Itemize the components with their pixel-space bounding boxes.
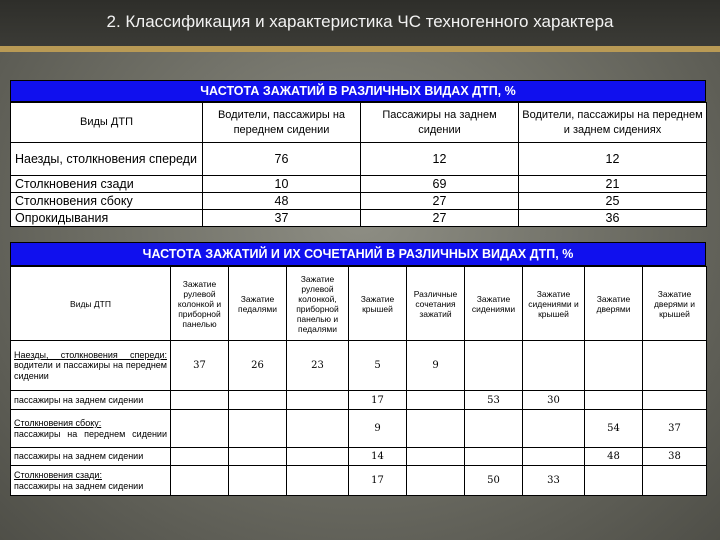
table-row [11,341,707,391]
table-cell [465,448,523,466]
row-group-title: Наезды, столкновения спереди: [14,349,167,360]
table1-header-row [11,103,707,143]
table-cell: 48 [203,193,361,210]
table-cell: 26 [229,341,287,391]
table1-header-cell: Водители, пассажиры на переднем и заднем сидениях [519,103,707,143]
row-label [11,410,171,448]
table-cell [407,410,465,448]
table1-heading: ЧАСТОТА ЗАЖАТИЙ В РАЗЛИЧНЫХ ВИДАХ ДТП, % [10,80,706,102]
table-cell: 17 [349,466,407,496]
table2-header-cell: Виды ДТП [11,267,171,341]
table-cell [407,391,465,410]
table2-header-cell: Зажатие дверями и крышей [643,267,707,341]
table2 [10,266,707,496]
table-cell: 50 [465,466,523,496]
title-divider [0,46,720,52]
table-cell [585,391,643,410]
row-subtitle: пассажиры на заднем сидении [14,480,144,491]
table-cell [523,341,585,391]
table-cell: 9 [407,341,465,391]
table-cell: 30 [523,391,585,410]
table-cell [407,448,465,466]
table-cell [229,448,287,466]
table-cell [287,391,349,410]
table-row [11,391,707,410]
table2-header-cell: Зажатие сидениями и крышей [523,267,585,341]
table-cell [643,466,707,496]
row-label: Опрокидывания [11,210,203,227]
table-cell [643,341,707,391]
row-label: Столкновения сбоку [11,193,203,210]
table-cell: 27 [361,210,519,227]
row-label: Наезды, столкновения спереди [11,143,203,176]
table-cell: 12 [519,143,707,176]
table2-header-cell: Зажатие педалями [229,267,287,341]
table-cell: 9 [349,410,407,448]
slide-title: 2. Классификация и характеристика ЧС техногенного характера [106,12,614,31]
table-cell: 21 [519,176,707,193]
table-cell [523,410,585,448]
table-cell: 37 [203,210,361,227]
row-label: Столкновения сзади [11,176,203,193]
table2-header-row [11,267,707,341]
table-cell [171,466,229,496]
table-row [11,448,707,466]
table-cell [229,466,287,496]
table2-header-cell: Зажатие крышей [349,267,407,341]
row-group-title: Столкновения сзади: [14,470,102,480]
table-cell [171,410,229,448]
table-row [11,410,707,448]
row-subtitle: водители и пассажиры на переднем сидении [14,360,167,381]
table-cell [171,391,229,410]
table-cell: 36 [519,210,707,227]
row-label [11,341,171,391]
row-label [11,466,171,496]
table2-header-cell: Различные сочетания зажатий [407,267,465,341]
table-cell: 76 [203,143,361,176]
table-cell: 5 [349,341,407,391]
table-cell: 33 [523,466,585,496]
table-cell: 10 [203,176,361,193]
table-cell: 12 [361,143,519,176]
table-cell [287,466,349,496]
table-row [11,210,707,227]
table-cell: 48 [585,448,643,466]
table1-header-cell: Водители, пассажиры на переднем сидении [203,103,361,143]
table-cell: 54 [585,410,643,448]
row-label: пассажиры на заднем сидении [11,391,171,410]
table-cell [287,410,349,448]
row-group-title: Столкновения сбоку: [14,418,102,428]
table-cell: 14 [349,448,407,466]
table-cell: 25 [519,193,707,210]
table2-heading: ЧАСТОТА ЗАЖАТИЙ И ИХ СОЧЕТАНИЙ В РАЗЛИЧНЫХ ВИДАХ ДТП, % [10,242,706,266]
table2-header-cell: Зажатие рулевой колонкой и приборной панелью [171,267,229,341]
row-label: пассажиры на заднем сидении [11,448,171,466]
table-cell [643,391,707,410]
table1-header-cell: Пассажиры на заднем сидении [361,103,519,143]
table2-header-cell: Зажатие дверями [585,267,643,341]
table-row [11,176,707,193]
table-cell: 38 [643,448,707,466]
table-cell: 27 [361,193,519,210]
table-cell [585,466,643,496]
table-cell [171,448,229,466]
table-row [11,193,707,210]
table-cell [465,410,523,448]
table-cell: 53 [465,391,523,410]
table-cell: 37 [643,410,707,448]
table1-header-cell: Виды ДТП [11,103,203,143]
table-cell [229,410,287,448]
table-row [11,143,707,176]
table-cell: 37 [171,341,229,391]
table-cell [287,448,349,466]
table1 [10,102,707,227]
table-cell: 69 [361,176,519,193]
table-cell [465,341,523,391]
table-row [11,466,707,496]
table-cell [585,341,643,391]
row-subtitle: пассажиры на переднем сидении [14,428,167,439]
table-cell: 17 [349,391,407,410]
table-cell [407,466,465,496]
table-cell [229,391,287,410]
table-cell [523,448,585,466]
table-cell: 23 [287,341,349,391]
table2-header-cell: Зажатие сидениями [465,267,523,341]
table2-header-cell: Зажатие рулевой колонкой, приборной панелью и педалями [287,267,349,341]
